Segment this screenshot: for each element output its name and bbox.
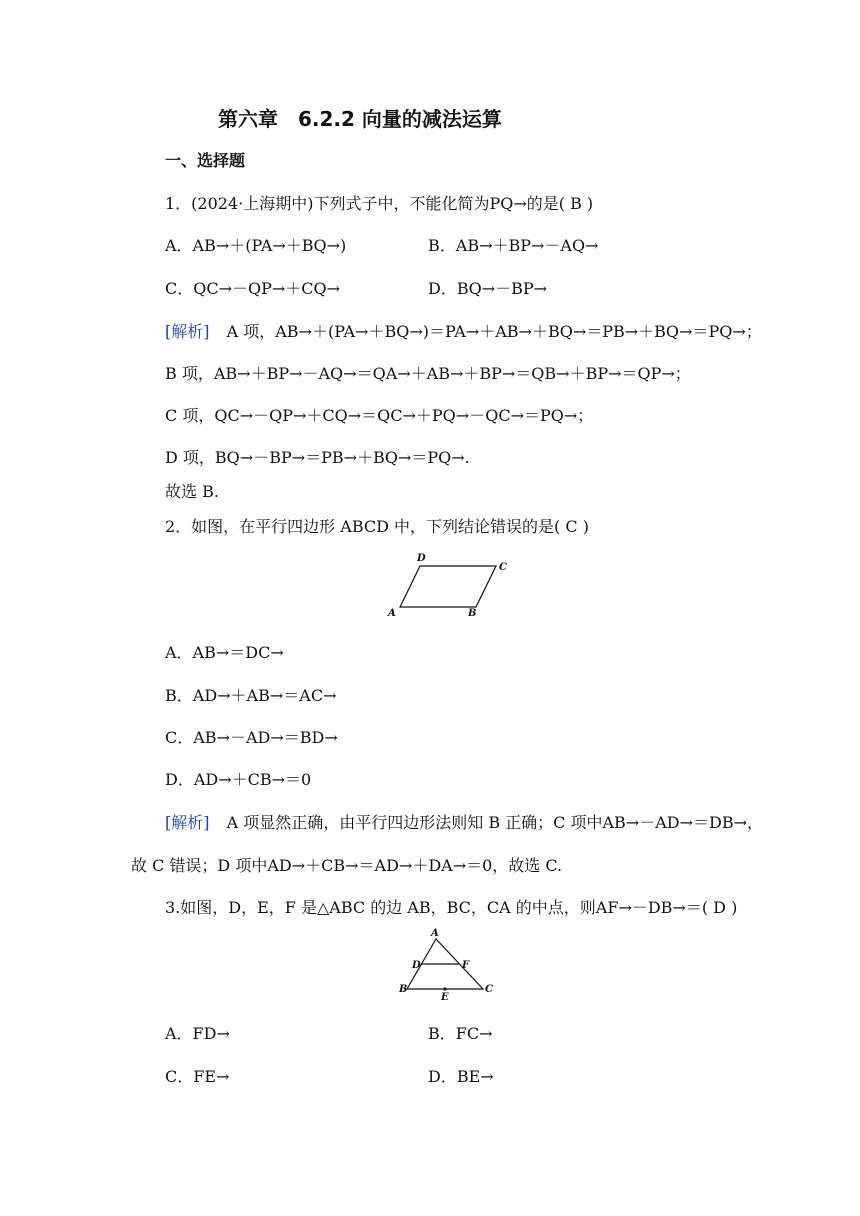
q3-option-c: C．FE→ bbox=[165, 1067, 230, 1086]
q1-conclusion: 故选 B. bbox=[165, 482, 219, 501]
figure-label-e: E bbox=[441, 992, 449, 1003]
q1-stem: 1．(2024·上海期中)下列式子中，不能化简为PQ→的是( B ) bbox=[165, 194, 594, 213]
q2-stem: 2．如图，在平行四边形 ABCD 中，下列结论错误的是( C ) bbox=[165, 517, 589, 536]
q1-option-d: D．BQ→－BP→ bbox=[428, 279, 548, 298]
q2-option-b: B．AD→＋AB→＝AC→ bbox=[165, 686, 337, 705]
figure-label-b: B bbox=[468, 608, 477, 619]
section-heading: 一、选择题 bbox=[165, 151, 246, 170]
q2-analysis-line1-text: A 项显然正确，由平行四边形法则知 B 正确；C 项中AB→－AD→＝DB→， bbox=[226, 813, 763, 832]
analysis-tag: [解析] bbox=[165, 813, 210, 832]
q2-option-c: C．AB→－AD→＝BD→ bbox=[165, 728, 338, 747]
q2-option-a: A．AB→＝DC→ bbox=[165, 643, 284, 662]
page-title: 第六章 6.2.2 向量的减法运算 bbox=[218, 107, 502, 131]
parallelogram-figure bbox=[380, 548, 520, 628]
q1-option-b: B．AB→＋BP→－AQ→ bbox=[428, 236, 599, 255]
q3-option-b: B．FC→ bbox=[428, 1024, 493, 1043]
figure-label-a: A bbox=[431, 928, 439, 939]
q2-option-d: D．AD→＋CB→＝0 bbox=[165, 770, 312, 789]
q2-analysis-line1 bbox=[165, 813, 763, 833]
figure-label-d: D bbox=[417, 553, 426, 564]
figure-label-f: F bbox=[462, 960, 470, 971]
q1-analysis-c: C 项，QC→－QP→＋CQ→＝QC→＋PQ→－QC→＝PQ→； bbox=[165, 406, 594, 425]
figure-label-d: D bbox=[412, 960, 421, 971]
midpoint-e bbox=[443, 987, 446, 990]
triangle-figure bbox=[395, 925, 505, 1005]
q3-option-d: D．BE→ bbox=[428, 1067, 494, 1086]
q3-stem: 3.如图，D，E，F 是△ABC 的边 AB，BC，CA 的中点，则AF→－DB→＝( D ) bbox=[165, 898, 738, 917]
figure-label-b: B bbox=[399, 984, 408, 995]
analysis-tag: [解析] bbox=[165, 322, 210, 341]
q2-analysis-line2: 故 C 错误；D 项中AD→＋CB→＝AD→＋DA→＝0，故选 C. bbox=[131, 856, 563, 875]
q3-option-a: A．FD→ bbox=[165, 1024, 230, 1043]
q1-analysis-a-text: A 项，AB→＋(PA→＋BQ→)＝PA→＋AB→＋BQ→＝PB→＋BQ→＝PQ→； bbox=[226, 322, 762, 341]
figure-label-c: C bbox=[485, 984, 493, 995]
q1-analysis-d: D 项，BQ→－BP→＝PB→＋BQ→＝PQ→. bbox=[165, 448, 470, 467]
q1-option-c: C．QC→－QP→＋CQ→ bbox=[165, 279, 341, 298]
q1-analysis-a bbox=[165, 322, 762, 342]
q1-option-a: A．AB→＋(PA→＋BQ→) bbox=[165, 236, 347, 255]
figure-label-c: C bbox=[499, 562, 507, 573]
figure-label-a: A bbox=[388, 608, 396, 619]
parallelogram-shape bbox=[400, 566, 496, 607]
q1-analysis-b: B 项，AB→＋BP→－AQ→＝QA→＋AB→＋BP→＝QB→＋BP→＝QP→； bbox=[165, 364, 691, 383]
